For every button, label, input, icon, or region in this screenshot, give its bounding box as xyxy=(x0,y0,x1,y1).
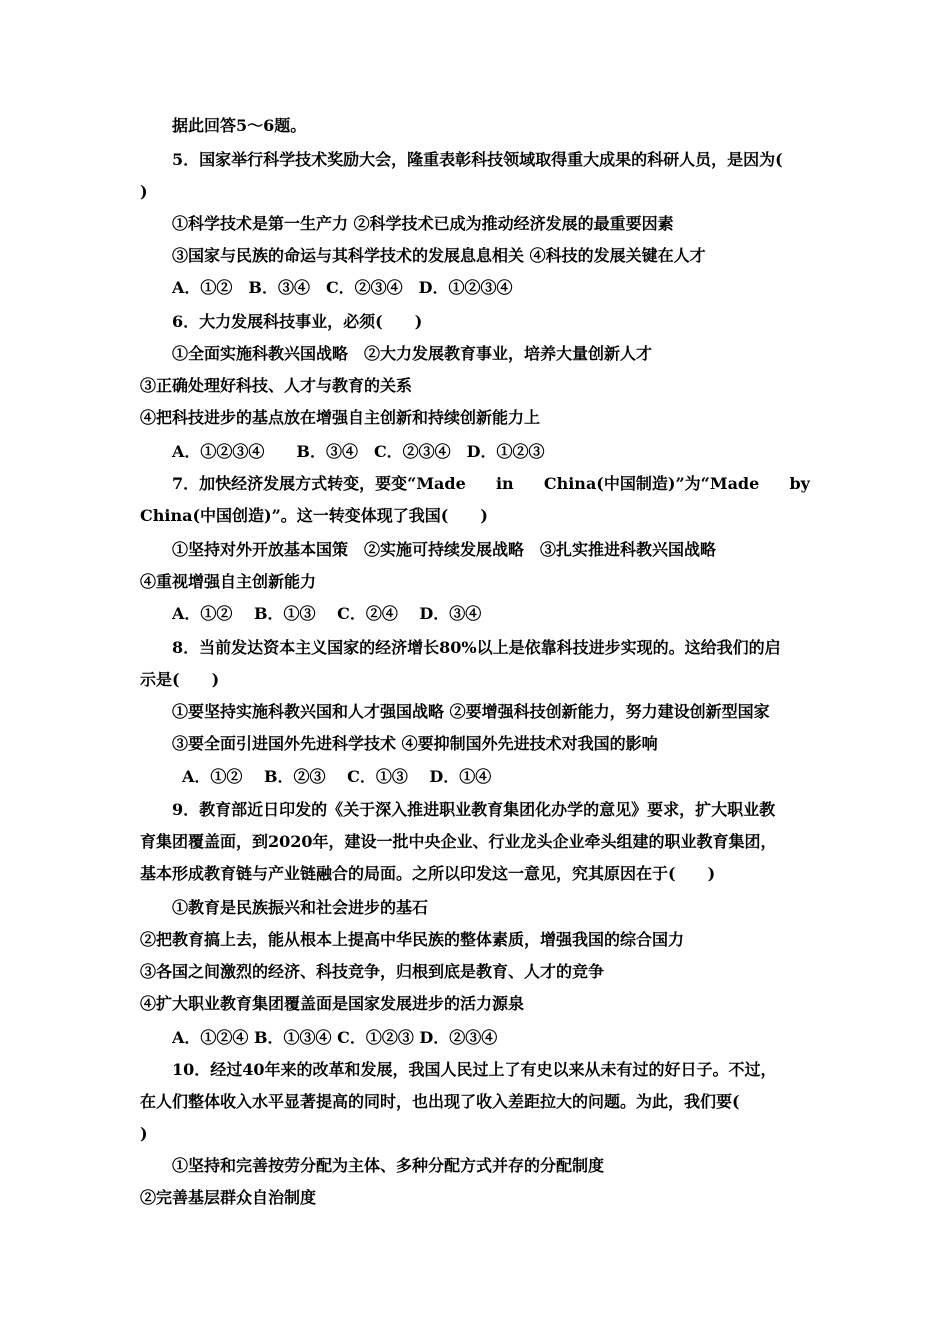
q6-option-line: ③正确处理好科技、人才与教育的关系 xyxy=(140,376,413,395)
q9-stem-cont: 育集团覆盖面，到2020年，建设一批中央企业、行业龙头企业牵头组建的职业教育集团， xyxy=(140,832,777,851)
q10-option-line: ②完善基层群众自治制度 xyxy=(140,1188,317,1207)
q9-answer-choices: A．①②④ B．①③④ C．①②③ D．②③④ xyxy=(172,1028,498,1047)
q7-stem xyxy=(172,474,810,494)
q9-stem-cont: 基本形成教育链与产业链融合的局面。之所以印发这一意见，究其原因在于( ) xyxy=(140,864,716,883)
q5-option-line: ③国家与民族的命运与其科学技术的发展息息相关 ④科技的发展关键在人才 xyxy=(172,246,706,265)
q10-stem-cont: 在人们整体收入水平显著提高的同时，也出现了收入差距拉大的问题。为此，我们要( xyxy=(140,1092,740,1111)
q6-answer-choices: A．①②③④ B．③④ C．②③④ D．①②③ xyxy=(172,442,545,461)
q5-answer-choices: A．①② B．③④ C．②③④ D．①②③④ xyxy=(172,278,513,297)
q7-option-line: ①坚持对外开放基本国策 ②实施可持续发展战略 ③扎实推进科教兴国战略 xyxy=(172,540,717,559)
q6-stem: 6．大力发展科技事业，必须( ) xyxy=(172,312,423,331)
q8-stem-cont: 示是( ) xyxy=(140,670,220,689)
q7-stem-part: in xyxy=(495,474,514,493)
q6-option-line: ①全面实施科教兴国战略 ②大力发展教育事业，培养大量创新人才 xyxy=(172,344,653,363)
q7-stem-cont: China(中国创造)”。这一转变体现了我国( ) xyxy=(140,506,488,525)
q9-stem: 9．教育部近日印发的《关于深入推进职业教育集团化办学的意见》要求，扩大职业教 xyxy=(172,800,776,819)
q8-option-line: ③要全面引进国外先进科学技术 ④要抑制国外先进技术对我国的影响 xyxy=(172,734,658,753)
q7-stem-part: by xyxy=(789,474,810,493)
q7-option-line: ④重视增强自主创新能力 xyxy=(140,572,317,591)
q9-option-line: ①教育是民族振兴和社会进步的基石 xyxy=(172,898,429,917)
intro-text: 据此回答5～6题。 xyxy=(172,116,307,135)
q10-stem-cont: ) xyxy=(140,1124,148,1143)
q10-stem: 10．经过40年来的改革和发展，我国人民过上了有史以来从未有过的好日子。不过， xyxy=(172,1060,777,1079)
q8-answer-choices: A．①② B．②③ C．①③ D．①④ xyxy=(182,767,492,786)
q9-option-line: ④扩大职业教育集团覆盖面是国家发展进步的活力源泉 xyxy=(140,994,525,1013)
q5-stem: 5．国家举行科学技术奖励大会，隆重表彰科技领域取得重大成果的科研人员，是因为( xyxy=(172,150,783,169)
q5-option-line: ①科学技术是第一生产力 ②科学技术已成为推动经济发展的最重要因素 xyxy=(172,214,674,233)
q7-stem-part: 7．加快经济发展方式转变，要变“Made xyxy=(172,474,466,493)
q9-option-line: ③各国之间激烈的经济、科技竞争，归根到底是教育、人才的竞争 xyxy=(140,962,605,981)
q7-answer-choices: A．①② B．①③ C．②④ D．③④ xyxy=(172,604,482,623)
q9-option-line: ②把教育搞上去，能从根本上提高中华民族的整体素质，增强我国的综合国力 xyxy=(140,930,685,949)
q6-option-line: ④把科技进步的基点放在增强自主创新和持续创新能力上 xyxy=(140,408,541,427)
q7-stem-part: China(中国制造)”为“Made xyxy=(543,474,760,493)
q8-option-line: ①要坚持实施科教兴国和人才强国战略 ②要增强科技创新能力，努力建设创新型国家 xyxy=(172,702,770,721)
q10-option-line: ①坚持和完善按劳分配为主体、多种分配方式并存的分配制度 xyxy=(172,1156,605,1175)
q8-stem: 8．当前发达资本主义国家的经济增长80%以上是依靠科技进步实现的。这给我们的启 xyxy=(172,638,781,657)
q5-stem-cont: ) xyxy=(140,182,148,201)
